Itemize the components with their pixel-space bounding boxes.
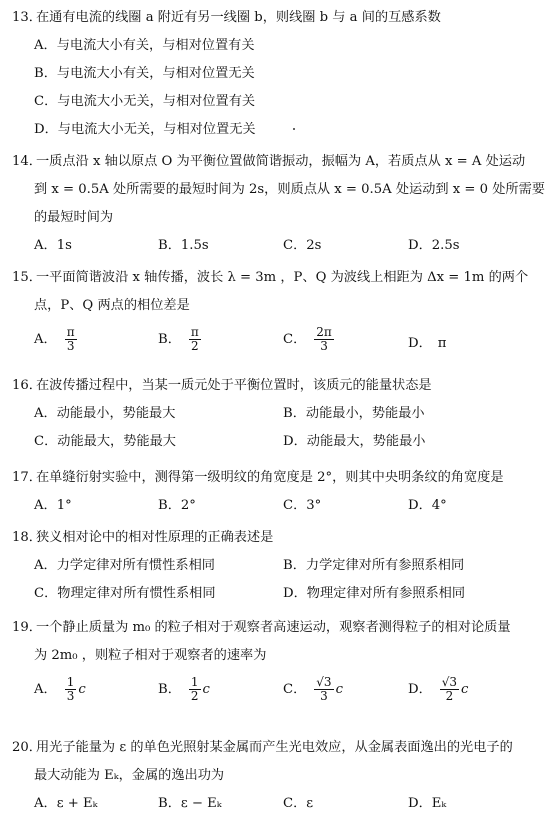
question-19-line-2: 为 2m₀ ，则粒子相对于观察者的速率为 [34,648,267,663]
option-c[interactable]: C．动能最大，势能最大 [34,434,176,449]
question-14-options [12,232,542,260]
question-20-options [12,790,542,818]
question-17 [12,464,542,520]
question-16-options-row-2 [12,428,542,456]
fraction: $\frac{\pi}{3}$ [66,325,75,354]
question-19 [12,614,542,710]
question-20 [12,734,542,818]
option-d[interactable]: D．Eₖ [408,796,447,811]
option-d[interactable]: D． $\frac{√3}{2}$ c [408,675,469,704]
option-a[interactable]: A．与电流大小有关，与相对位置有关 [34,38,255,53]
option-b[interactable]: B．ε − Eₖ [158,796,222,811]
option-b[interactable]: B．2° [158,498,196,513]
question-15 [12,264,542,360]
question-18-options-row-1 [12,552,542,580]
option-b[interactable]: B． $\frac{\pi}{2}$ [158,325,199,354]
fraction: $\frac{√3}{3}$ [316,675,332,704]
question-18 [12,524,542,608]
option-d[interactable]: D． π [408,336,447,351]
question-15-options [12,320,542,360]
option-b[interactable]: B．与电流大小有关，与相对位置无关 [34,66,255,81]
option-a[interactable]: A．动能最小，势能最大 [34,406,176,421]
option-c[interactable]: C．2s [283,238,322,253]
option-d[interactable]: D．与电流大小无关，与相对位置无关 [34,122,256,137]
option-d[interactable]: D．2.5s [408,238,460,253]
question-16 [12,372,542,456]
option-d[interactable]: D．物理定律对所有参照系相同 [283,586,466,601]
question-14-line-2: 到 x = 0.5A 处所需要的最短时间为 2s，则质点从 x = 0.5A 处运动到 x = 0 处所需要 [34,182,545,197]
option-c[interactable]: C．ε [283,796,314,811]
option-a[interactable]: A．1s [34,238,72,253]
question-14 [12,148,545,260]
question-16-options-row-1 [12,400,542,428]
fraction: $\frac{1}{2}$ [190,675,199,704]
question-15-line-1: 15．一平面简谐波沿 x 轴传播，波长 λ = 3m ，P、Q 为波线上相距为 Δx = 1m 的两个 [12,270,529,285]
option-c[interactable]: C．物理定律对所有惯性系相同 [34,586,216,601]
option-a[interactable]: A． $\frac{\pi}{3}$ [34,325,75,354]
option-b[interactable]: B．1.5s [158,238,209,253]
question-20-line-2: 最大动能为 Eₖ，金属的逸出功为 [34,768,225,783]
option-c[interactable]: C． $\frac{2\pi}{3}$ [283,325,332,354]
option-a[interactable]: A．力学定律对所有惯性系相同 [34,558,215,573]
question-17-stem: 17．在单缝衍射实验中，测得第一级明纹的角宽度是 2°，则其中央明条纹的角宽度是 [12,470,504,485]
question-19-options [12,670,542,710]
question-20-line-1: 20．用光子能量为 ε 的单色光照射某金属而产生光电效应，从金属表面逸出的光电子的 [12,740,513,755]
stray-dot [293,128,295,130]
question-18-stem: 18．狭义相对论中的相对性原理的正确表述是 [12,530,274,545]
fraction: $\frac{\pi}{2}$ [190,325,199,354]
option-a[interactable]: A．1° [34,498,72,513]
option-b[interactable]: B．力学定律对所有参照系相同 [283,558,465,573]
option-d[interactable]: D．4° [408,498,447,513]
question-19-line-1: 19．一个静止质量为 m₀ 的粒子相对于观察者高速运动，观察者测得粒子的相对论质量 [12,620,511,635]
option-a[interactable]: A． $\frac{1}{3}$ c [34,675,86,704]
option-b[interactable]: B． $\frac{1}{2}$ c [158,675,210,704]
question-15-line-2: 点，P、Q 两点的相位差是 [34,298,190,313]
question-16-stem: 16．在波传播过程中，当某一质元处于平衡位置时，该质元的能量状态是 [12,378,432,393]
option-c[interactable]: C．与电流大小无关，与相对位置有关 [34,94,256,109]
option-c[interactable]: C．3° [283,498,322,513]
option-c[interactable]: C． $\frac{√3}{3}$ c [283,675,343,704]
fraction: $\frac{√3}{2}$ [441,675,458,704]
option-a[interactable]: A．ε + Eₖ [34,796,98,811]
question-17-options [12,492,542,520]
question-13 [12,4,542,144]
question-18-options-row-2 [12,580,542,608]
option-b[interactable]: B．动能最小，势能最小 [283,406,425,421]
fraction: $\frac{1}{3}$ [66,675,75,704]
option-d[interactable]: D．动能最大，势能最小 [283,434,426,449]
question-14-line-3: 的最短时间为 [34,210,114,225]
question-13-stem: 13．在通有电流的线圈 a 附近有另一线圈 b，则线圈 b 与 a 间的互感系数 [12,4,542,32]
fraction: $\frac{2\pi}{3}$ [316,325,332,354]
question-14-line-1: 14．一质点沿 x 轴以原点 O 为平衡位置做简谐振动，振幅为 A，若质点从 x = A 处运动 [12,154,526,169]
question-number: 13． [12,10,42,25]
